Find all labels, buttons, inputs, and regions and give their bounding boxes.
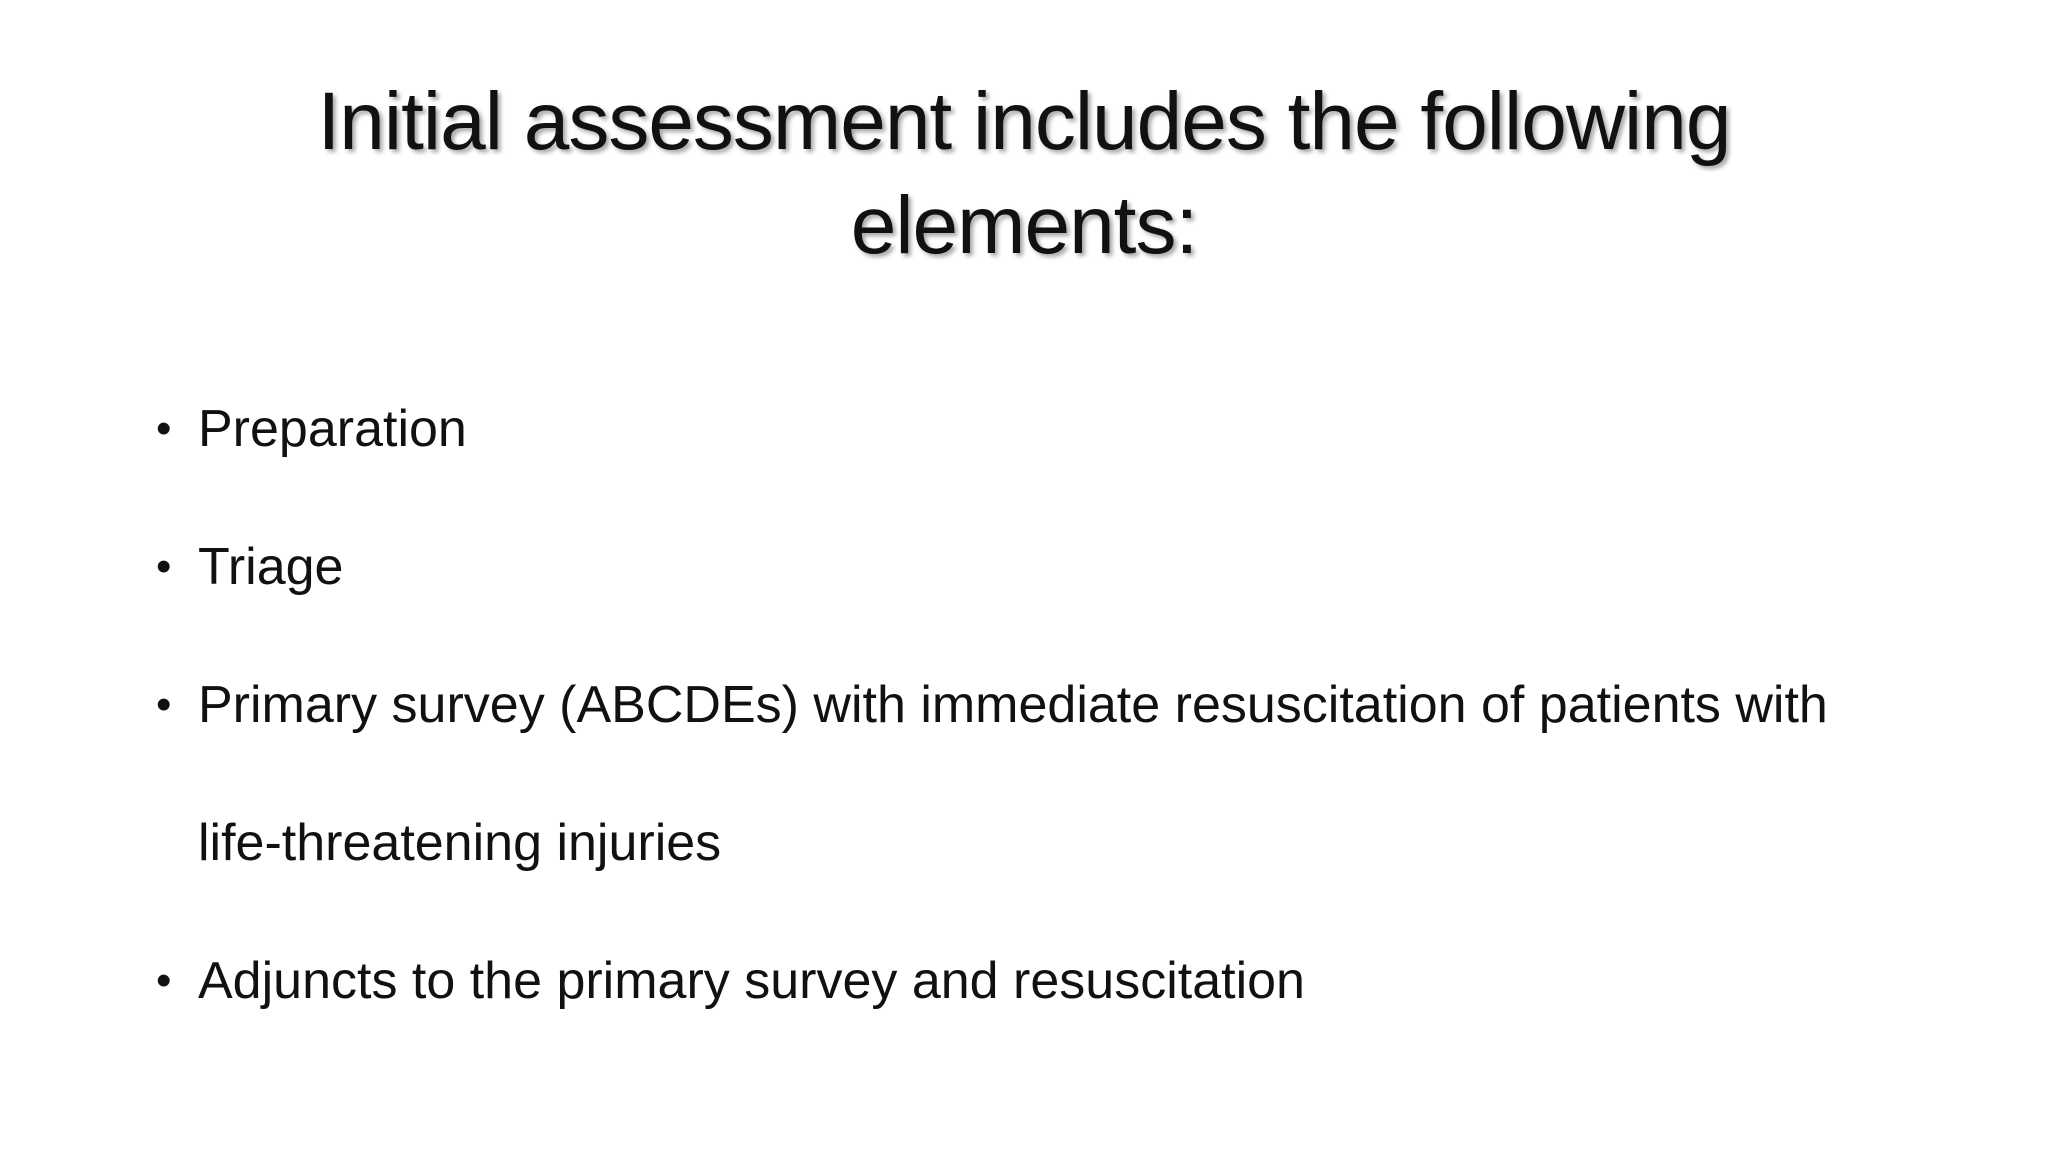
list-item [156,912,1876,1050]
bullet-dot-icon: • [156,542,172,591]
bullet-text: Preparation [198,400,467,458]
bullet-text: Adjuncts to the primary survey and resuscitation [198,952,1305,1010]
bullet-text: Primary survey (ABCDEs) with immediate resuscitation of patients with life-threatening injuries [198,676,1828,872]
bullet-dot-icon: • [156,404,172,453]
bullet-dot-icon: • [156,956,172,1005]
bullet-list [156,360,1876,1050]
slide-title [220,70,1828,278]
bullet-text: Triage [198,538,344,596]
slide-title-line-1: Initial assessment includes the following [317,76,1731,167]
bullet-dot-icon: • [156,680,172,729]
list-item [156,360,1876,498]
list-item [156,498,1876,636]
list-item [156,636,1876,912]
slide-title-line-2: elements: [850,180,1198,271]
